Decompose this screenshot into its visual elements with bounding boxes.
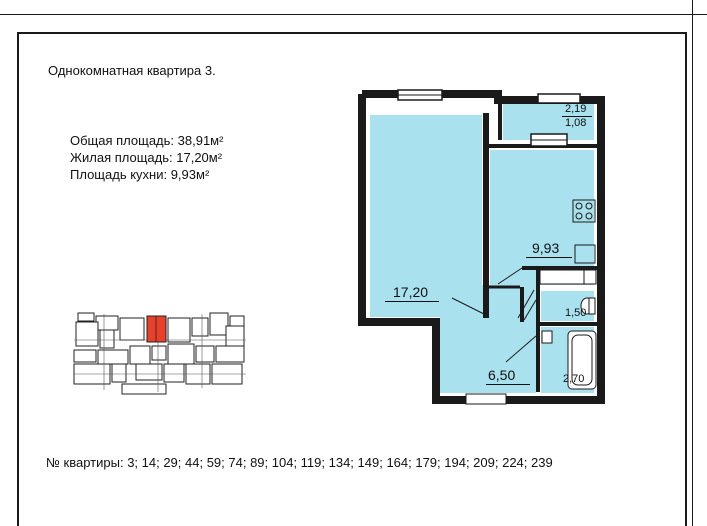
bath-area-label: 2,70 [563, 373, 585, 385]
hall-area-label: 6,50 [488, 367, 516, 383]
kitchen-area: Площадь кухни: 9,93м² [70, 167, 210, 182]
balcony-area-bottom: 1,08 [565, 117, 587, 129]
room-area-label: 17,20 [393, 284, 429, 300]
wc-area-label: 1,50 [565, 307, 587, 319]
balcony-area-top: 2,19 [565, 103, 587, 115]
apartment-numbers: № квартиры: 3; 14; 29; 44; 59; 74; 89; 104; 119; 134; 149; 164; 179; 194; 209; 224; 239 [46, 455, 553, 470]
highlighted-apartment [147, 316, 166, 342]
apartment-title: Однокомнатная квартира 3. [48, 63, 216, 78]
kitchen-area-label: 9,93 [532, 240, 560, 256]
living-area: Жилая площадь: 17,20м² [70, 150, 223, 165]
total-area: Общая площадь: 38,91м² [70, 133, 224, 148]
